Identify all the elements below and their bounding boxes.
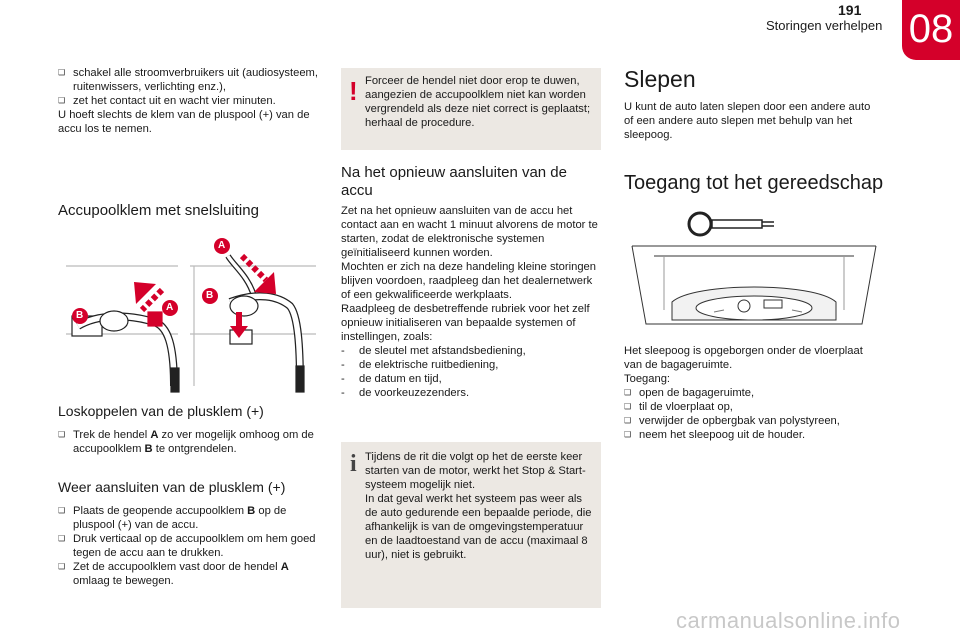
list-item: ❑ neem het sleepoog uit de houder.: [624, 428, 880, 442]
list-item: ❑ schakel alle stroomverbruikers uit (audiosysteem, ruitenwissers, verlichting enz.),: [58, 66, 320, 94]
reconnect-bullets: [58, 504, 320, 588]
text: zo ver mogelijk omhoog om de accupoolklem: [73, 429, 314, 455]
trunk-illustration: [624, 200, 884, 336]
info-text: Tijdens de rit die volgt op het de eerste keer starten van de motor, werkt het Stop & Start-systeem mogelijk niet. In dat geval werkt het systeem pas weer als de auto gedurende een bepaalde periode, die afhankelijk is van de omgevingstemperatuur en de laadtoestand van de accu (maximaal 8 uur), niet is gebruikt.: [365, 451, 592, 561]
part-a-label: A: [280, 561, 289, 573]
text: op de pluspool (+) van de accu.: [73, 505, 287, 531]
text: Plaats de geopende accupoolklem: [73, 505, 248, 517]
watermark: carmanualsonline.info: [676, 608, 901, 633]
section-title-unlock: Loskoppelen van de plusklem (+): [58, 403, 264, 419]
tow-eye-icon: [689, 213, 774, 235]
warning-icon: !: [349, 76, 358, 106]
warning-text: Forceer de hendel niet door erop te duwen, aangezien de accupoolklem niet kan worden vergrendeld als deze niet correct is geplaatst; herhaal de procedure.: [365, 75, 591, 129]
list-item: ❑ verwijder de opbergbak van polystyreen,: [624, 414, 880, 428]
after-reconnect-items: [341, 344, 603, 400]
intro-block: [58, 66, 320, 136]
unlock-block: [58, 428, 320, 456]
part-b-label: B: [144, 443, 153, 455]
text: omlaag te bewegen.: [73, 575, 174, 587]
section-title-towing: Slepen: [624, 66, 696, 92]
chapter-number: 08: [908, 7, 954, 51]
intro-bullets: [58, 66, 320, 108]
list-item: [58, 560, 320, 588]
trunk-drawing: [624, 200, 884, 336]
section-title-after-reconnect: Na het opnieuw aansluiten van de accu: [341, 164, 567, 199]
after-reconnect-text: Zet na het opnieuw aansluiten van de accu het contact aan en wacht 1 minuut alvorens de motor te starten, zodat de elektronische systemen geïnitialiseerd kunnen worden. Mochten er zich na deze handeling kleine storingen blijven voordoen, raadpleeg dan het dealernetwerk of een gekwalificeerde werkplaats. Raadpleeg de desbetreffende rubriek voor het zelf opnieuw initialiseren van bepaalde systemen of instellingen, zoals:: [341, 205, 598, 343]
section-title-reconnect: Weer aansluiten van de plusklem (+): [58, 479, 286, 495]
page-number: 191: [838, 2, 862, 18]
arrow-up-icon: [134, 282, 162, 310]
warning-box: [341, 68, 601, 150]
callout-a-left-label: A: [166, 302, 174, 313]
battery-clamp-drawing: [58, 226, 320, 394]
list-item: - de datum en tijd,: [341, 372, 603, 386]
part-b-label: B: [247, 505, 256, 517]
battery-clamp-illustration: [58, 226, 320, 394]
text: Trek de hendel: [73, 429, 151, 441]
tools-text: Het sleepoog is opgeborgen onder de vloerplaat van de bagageruimte. Toegang:: [624, 345, 863, 385]
callout-b-left-label: B: [76, 310, 84, 321]
tools-steps: [624, 386, 880, 442]
list-item: ❑ open de bagageruimte,: [624, 386, 880, 400]
list-item: ❑ zet het contact uit en wacht vier minuten.: [58, 94, 320, 108]
chapter-title: Storingen verhelpen: [766, 18, 883, 33]
tools-block: [624, 344, 880, 442]
list-item: [58, 428, 320, 456]
list-item: - de voorkeuzezenders.: [341, 386, 603, 400]
info-box: [341, 442, 601, 608]
list-item: [58, 504, 320, 532]
list-item: - de sleutel met afstandsbediening,: [341, 344, 603, 358]
callout-a-right-label: A: [218, 240, 226, 251]
reconnect-block: [58, 504, 320, 588]
list-item: - de elektrische ruitbediening,: [341, 358, 603, 372]
text: Zet de accupoolklem vast door de hendel: [73, 561, 281, 573]
text: te ontgrendelen.: [152, 443, 237, 455]
after-reconnect-block: [341, 204, 603, 400]
info-icon: i: [350, 451, 357, 477]
list-item: ❑ til de vloerplaat op,: [624, 400, 880, 414]
list-item: ❑ Druk verticaal op de accupoolklem om hem goed tegen de accu aan te drukken.: [58, 532, 320, 560]
part-a-label: A: [150, 429, 159, 441]
intro-text: U hoeft slechts de klem van de pluspool (+) van de accu los te nemen.: [58, 109, 310, 135]
towing-text: U kunt de auto laten slepen door een andere auto of een andere auto slepen met behulp van het sleepoog.: [624, 101, 871, 141]
unlock-bullets: [58, 428, 320, 456]
section-title-tools: Toegang tot het gereedschap: [624, 172, 884, 194]
chapter-tab: [902, 0, 960, 60]
callout-b-right-label: B: [206, 290, 214, 301]
section-title-quick-clamp: Accupoolklem met snelsluiting: [58, 202, 259, 219]
arrow-down-icon: [242, 256, 276, 294]
